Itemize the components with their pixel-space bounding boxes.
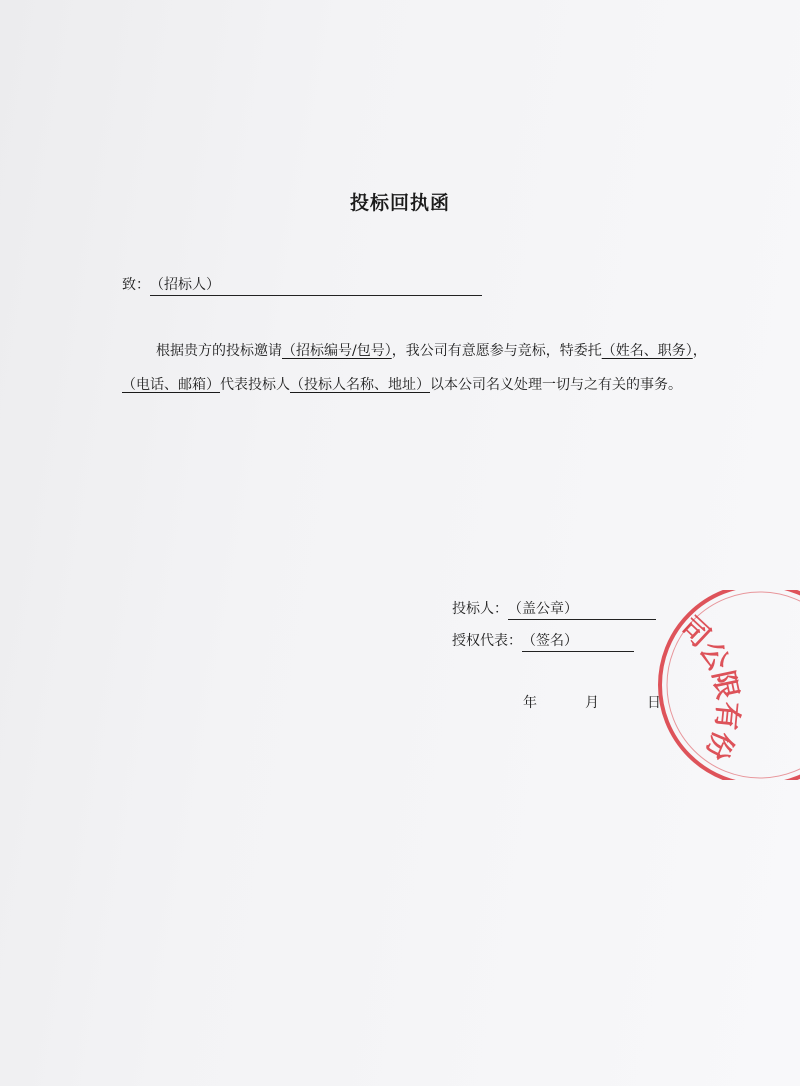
body-paragraph [122, 334, 718, 402]
representative-sign-value: （签名） [522, 633, 578, 649]
recipient-prefix: 致： [122, 277, 150, 293]
date-year: 年 [523, 695, 537, 711]
para-text-3: 代表投标人 [220, 377, 290, 393]
delegate-contact-field: （电话、邮箱） [122, 377, 220, 393]
recipient-value: （招标人） [150, 277, 220, 293]
seal-text [674, 610, 745, 765]
seal-text-path: 司公限有份 [673, 610, 745, 765]
tender-number-field: （招标编号/包号） [282, 343, 392, 359]
document-title: 投标回执函 [349, 192, 450, 214]
date-day: 日 [647, 695, 661, 711]
para-text-4: 以本公司名义处理一切与之有关的事务。 [430, 377, 682, 393]
representative-label: 授权代表： [452, 633, 522, 649]
recipient-field [150, 274, 482, 296]
bidder-label: 投标人： [452, 601, 508, 617]
recipient-line [122, 274, 482, 296]
company-seal-stamp [600, 590, 800, 780]
para-text-1: 根据贵方的投标邀请 [156, 343, 282, 359]
bidder-stamp-value: （盖公章） [508, 601, 578, 617]
para-separator: ， [692, 343, 707, 359]
delegate-name-field: （姓名、职务） [601, 343, 693, 359]
date-month: 月 [585, 695, 599, 711]
bidder-info-field: （投标人名称、地址） [290, 377, 430, 393]
para-text-2: ，我公司有意愿参与竞标，特委托 [391, 343, 602, 359]
